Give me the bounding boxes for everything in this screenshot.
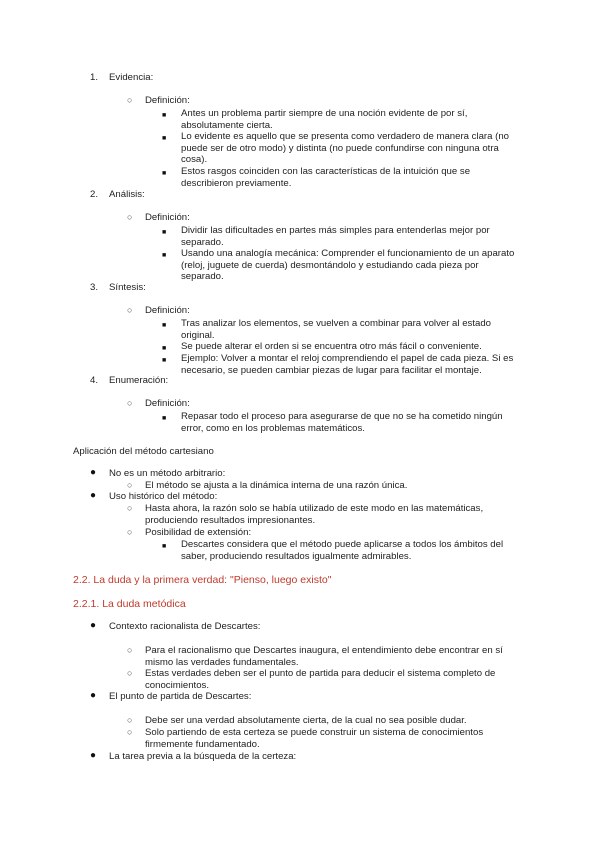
square-bullet-icon: ■ [162, 345, 167, 352]
list-item: El método se ajusta a la dinámica interna de una razón única. [145, 480, 408, 491]
filled-circle-bullet-icon: ● [90, 690, 97, 701]
list-item: Uso histórico del método: [109, 491, 218, 502]
step-number: 1. [89, 72, 98, 83]
step-number: 3. [89, 282, 98, 293]
hollow-circle-bullet-icon: ○ [127, 305, 133, 315]
hollow-circle-bullet-icon: ○ [127, 398, 133, 408]
filled-circle-bullet-icon: ● [90, 467, 97, 478]
list-item: Solo partiendo de esta certeza se puede construir un sistema de conocimientos firmemente fundamentado. [145, 727, 484, 750]
list-item: Tras analizar los elementos, se vuelven a combinar para volver al estado original. [181, 318, 491, 341]
list-item: No es un método arbitrario: [109, 468, 226, 479]
definition-label: Definición: [145, 95, 190, 106]
list-item: Estos rasgos coinciden con las características de la intuición que se describieron previamente. [181, 166, 471, 189]
list-item: Descartes considera que el método puede aplicarse a todos los ámbitos del saber, produciendo resultados igualmente admirables. [181, 539, 504, 562]
list-item: Repasar todo el proceso para asegurarse de que no se ha cometido ningún error, como en los problemas matemáticos. [181, 411, 503, 434]
hollow-circle-bullet-icon: ○ [127, 503, 133, 513]
step-title: Síntesis: [109, 282, 146, 293]
filled-circle-bullet-icon: ● [90, 750, 97, 761]
section-title: 2.2. La duda y la primera verdad: "Pienso, luego existo" [73, 574, 332, 586]
list-item: Debe ser una verdad absolutamente cierta, de la cual no sea posible dudar. [145, 715, 467, 726]
step-number: 4. [89, 375, 98, 386]
list-item: Posibilidad de extensión: [145, 527, 252, 538]
square-bullet-icon: ■ [162, 252, 167, 259]
square-bullet-icon: ■ [162, 112, 167, 119]
subsection-title: 2.2.1. La duda metódica [73, 598, 186, 610]
step-number: 2. [89, 189, 98, 200]
step-title: Análisis: [109, 189, 145, 200]
list-item: Estas verdades deben ser el punto de partida para deducir el sistema completo de conocimientos. [145, 668, 496, 691]
square-bullet-icon: ■ [162, 322, 167, 329]
list-item: El punto de partida de Descartes: [109, 691, 252, 702]
list-item: Contexto racionalista de Descartes: [109, 621, 261, 632]
hollow-circle-bullet-icon: ○ [127, 668, 133, 678]
square-bullet-icon: ■ [162, 415, 167, 422]
filled-circle-bullet-icon: ● [90, 620, 97, 631]
list-item: Antes un problema partir siempre de una noción evidente de por sí, absolutamente cierta. [181, 108, 468, 131]
section-heading: Aplicación del método cartesiano [73, 446, 214, 457]
square-bullet-icon: ■ [162, 135, 167, 142]
square-bullet-icon: ■ [162, 229, 167, 236]
hollow-circle-bullet-icon: ○ [127, 645, 133, 655]
hollow-circle-bullet-icon: ○ [127, 715, 133, 725]
square-bullet-icon: ■ [162, 170, 167, 177]
list-item: Dividir las dificultades en partes más simples para entenderlas mejor por separado. [181, 225, 490, 248]
list-item: Usando una analogía mecánica: Comprender el funcionamiento de un aparato (reloj, juguete de cuerda) desmontándolo y estudiando cada pieza por separado. [181, 248, 515, 282]
hollow-circle-bullet-icon: ○ [127, 480, 133, 490]
list-item: Ejemplo: Volver a montar el reloj comprendiendo el papel de cada pieza. Si es necesario, se pueden cambiar piezas de lugar para facilitar el montaje. [181, 353, 514, 376]
definition-label: Definición: [145, 305, 190, 316]
list-item: Lo evidente es aquello que se presenta como verdadero de manera clara (no puede ser de otro modo) y distinta (no puede confundirse con ninguna otra cosa). [181, 131, 509, 165]
list-item: Hasta ahora, la razón solo se había utilizado de este modo en las matemáticas, produciendo resultados impresionantes. [145, 503, 484, 526]
list-item: Se puede alterar el orden si se encuentra otro más fácil o conveniente. [181, 341, 482, 352]
hollow-circle-bullet-icon: ○ [127, 212, 133, 222]
square-bullet-icon: ■ [162, 543, 167, 550]
hollow-circle-bullet-icon: ○ [127, 95, 133, 105]
list-item: La tarea previa a la búsqueda de la certeza: [109, 751, 297, 762]
hollow-circle-bullet-icon: ○ [127, 527, 133, 537]
list-item: Para el racionalismo que Descartes inaugura, el entendimiento debe encontrar en sí mismo las verdades fundamentales. [145, 645, 503, 668]
definition-label: Definición: [145, 212, 190, 223]
step-title: Evidencia: [109, 72, 154, 83]
definition-label: Definición: [145, 398, 190, 409]
filled-circle-bullet-icon: ● [90, 490, 97, 501]
square-bullet-icon: ■ [162, 357, 167, 364]
hollow-circle-bullet-icon: ○ [127, 727, 133, 737]
step-title: Enumeración: [109, 375, 169, 386]
